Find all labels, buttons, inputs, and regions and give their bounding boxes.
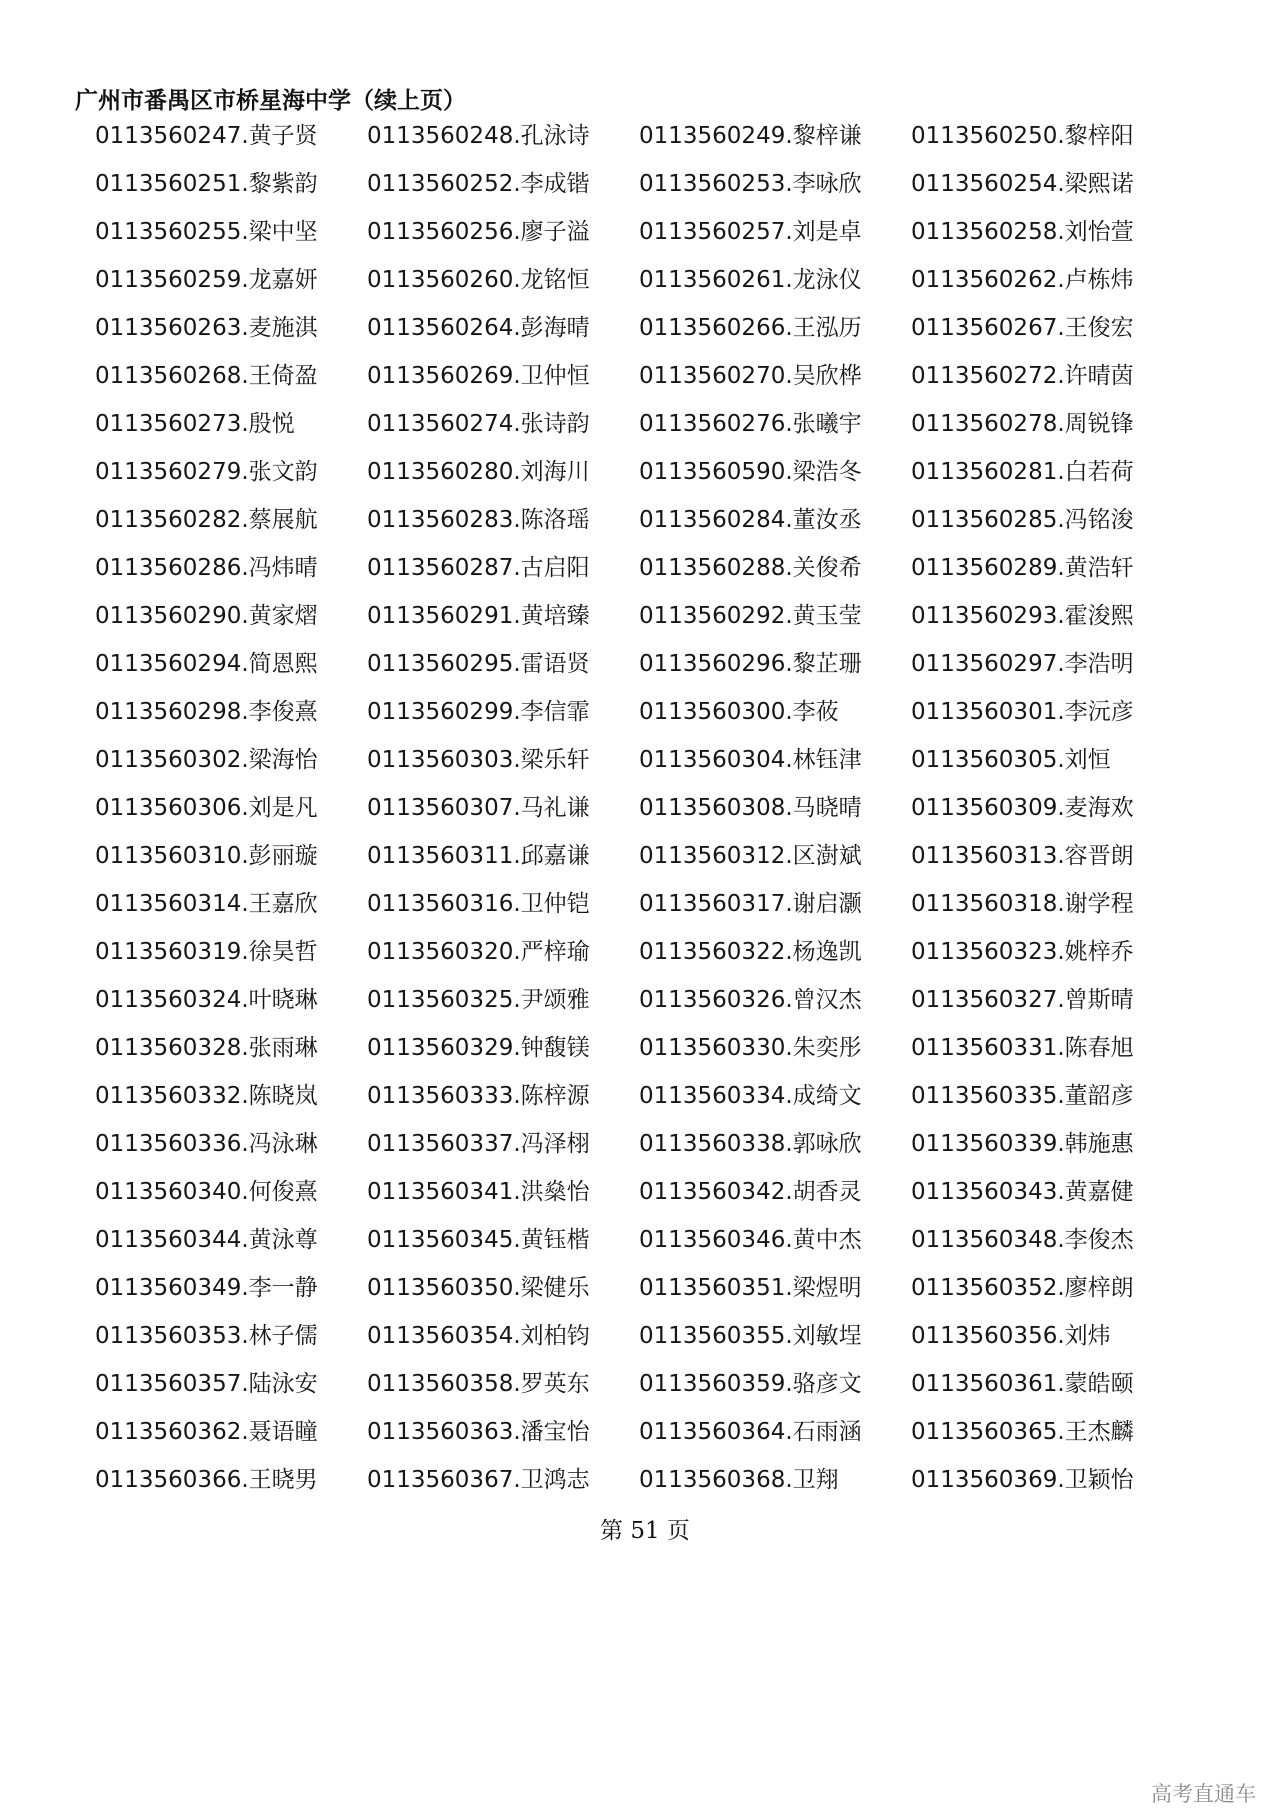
student-entry: 0113560365.王杰麟 — [911, 1419, 1134, 1445]
student-entry: 0113560281.白若荷 — [911, 459, 1134, 485]
student-entry: 0113560357.陆泳安 — [95, 1371, 318, 1397]
student-entry: 0113560319.徐昊哲 — [95, 939, 318, 965]
student-entry: 0113560335.董韶彦 — [911, 1083, 1134, 1109]
student-entry: 0113560361.蒙皓颐 — [911, 1371, 1134, 1397]
student-entry: 0113560358.罗英东 — [367, 1371, 590, 1397]
student-entry: 0113560253.李咏欣 — [639, 171, 862, 197]
student-entry: 0113560272.许晴茵 — [911, 363, 1134, 389]
student-entry: 0113560287.古启阳 — [367, 555, 590, 581]
student-entry: 0113560324.叶晓琳 — [95, 987, 318, 1013]
student-entry: 0113560250.黎梓阳 — [911, 123, 1134, 149]
student-entry: 0113560261.龙泳仪 — [639, 267, 862, 293]
student-entry: 0113560354.刘柏钧 — [367, 1323, 590, 1349]
student-entry: 0113560312.区澍斌 — [639, 843, 862, 869]
student-entry: 0113560294.简恩熙 — [95, 651, 318, 677]
student-entry: 0113560363.潘宝怡 — [367, 1419, 590, 1445]
student-entry: 0113560353.林子儒 — [95, 1323, 318, 1349]
student-entry: 0113560326.曾汉杰 — [639, 987, 862, 1013]
student-entry: 0113560316.卫仲铠 — [367, 891, 590, 917]
student-entry: 0113560325.尹颂雅 — [367, 987, 590, 1013]
student-entry: 0113560364.石雨涵 — [639, 1419, 862, 1445]
student-entry: 0113560590.梁浩冬 — [639, 459, 862, 485]
student-entry: 0113560263.麦施淇 — [95, 315, 318, 341]
student-entry: 0113560282.蔡展航 — [95, 507, 318, 533]
student-entry: 0113560308.马晓晴 — [639, 795, 862, 821]
student-entry: 0113560346.黄中杰 — [639, 1227, 862, 1253]
student-entry: 0113560256.廖子溢 — [367, 219, 590, 245]
student-entry: 0113560332.陈晓岚 — [95, 1083, 318, 1109]
student-entry: 0113560344.黄泳尊 — [95, 1227, 318, 1253]
student-entry: 0113560267.王俊宏 — [911, 315, 1134, 341]
student-entry: 0113560350.梁健乐 — [367, 1275, 590, 1301]
student-entry: 0113560336.冯泳琳 — [95, 1131, 318, 1157]
student-entry: 0113560297.李浩明 — [911, 651, 1134, 677]
student-entry: 0113560356.刘炜 — [911, 1323, 1111, 1349]
student-entry: 0113560270.吴欣桦 — [639, 363, 862, 389]
student-entry: 0113560340.何俊熹 — [95, 1179, 318, 1205]
student-entry: 0113560318.谢学程 — [911, 891, 1134, 917]
student-entry: 0113560348.李俊杰 — [911, 1227, 1134, 1253]
student-entry: 0113560260.龙铭恒 — [367, 267, 590, 293]
student-entry: 0113560291.黄培臻 — [367, 603, 590, 629]
student-entry: 0113560368.卫翔 — [639, 1467, 839, 1493]
student-entry: 0113560359.骆彦文 — [639, 1371, 862, 1397]
student-entry: 0113560269.卫仲恒 — [367, 363, 590, 389]
student-entry: 0113560338.郭咏欣 — [639, 1131, 862, 1157]
student-entry: 0113560258.刘怡萱 — [911, 219, 1134, 245]
student-entry: 0113560273.殷悦 — [95, 411, 295, 437]
student-entry: 0113560314.王嘉欣 — [95, 891, 318, 917]
student-entry: 0113560351.梁煜明 — [639, 1275, 862, 1301]
student-entry: 0113560257.刘是卓 — [639, 219, 862, 245]
student-list — [95, 122, 1215, 1514]
student-entry: 0113560284.董汝丞 — [639, 507, 862, 533]
student-entry: 0113560274.张诗韵 — [367, 411, 590, 437]
student-entry: 0113560285.冯铭浚 — [911, 507, 1134, 533]
student-entry: 0113560276.张曦宇 — [639, 411, 862, 437]
student-entry: 0113560349.李一静 — [95, 1275, 318, 1301]
student-entry: 0113560334.成绮文 — [639, 1083, 862, 1109]
student-entry: 0113560251.黎紫韵 — [95, 171, 318, 197]
student-entry: 0113560339.韩施惠 — [911, 1131, 1134, 1157]
student-entry: 0113560330.朱奕彤 — [639, 1035, 862, 1061]
student-entry: 0113560255.梁中坚 — [95, 219, 318, 245]
student-entry: 0113560264.彭海晴 — [367, 315, 590, 341]
student-entry: 0113560259.龙嘉妍 — [95, 267, 318, 293]
student-entry: 0113560303.梁乐轩 — [367, 747, 590, 773]
student-entry: 0113560310.彭丽璇 — [95, 843, 318, 869]
student-entry: 0113560342.胡香灵 — [639, 1179, 862, 1205]
student-entry: 0113560352.廖梓朗 — [911, 1275, 1134, 1301]
student-entry: 0113560341.洪燊怡 — [367, 1179, 590, 1205]
school-heading: 广州市番禺区市桥星海中学（续上页） — [75, 88, 466, 114]
watermark: 高考直通车 — [1151, 1782, 1256, 1806]
student-entry: 0113560329.钟馥镁 — [367, 1035, 590, 1061]
student-entry: 0113560305.刘恒 — [911, 747, 1111, 773]
student-entry: 0113560268.王倚盈 — [95, 363, 318, 389]
student-entry: 0113560262.卢栋炜 — [911, 267, 1134, 293]
student-entry: 0113560307.马礼谦 — [367, 795, 590, 821]
student-entry: 0113560254.梁熙诺 — [911, 171, 1134, 197]
student-entry: 0113560309.麦海欢 — [911, 795, 1134, 821]
student-entry: 0113560300.李莜 — [639, 699, 839, 725]
student-entry: 0113560248.孔泳诗 — [367, 123, 590, 149]
student-entry: 0113560333.陈梓源 — [367, 1083, 590, 1109]
student-entry: 0113560247.黄子贤 — [95, 123, 318, 149]
student-entry: 0113560337.冯泽栩 — [367, 1131, 590, 1157]
student-entry: 0113560280.刘海川 — [367, 459, 590, 485]
student-entry: 0113560301.李沅彦 — [911, 699, 1134, 725]
student-entry: 0113560306.刘是凡 — [95, 795, 318, 821]
student-entry: 0113560295.雷语贤 — [367, 651, 590, 677]
student-entry: 0113560278.周锐锋 — [911, 411, 1134, 437]
student-entry: 0113560367.卫鸿志 — [367, 1467, 590, 1493]
student-entry: 0113560331.陈春旭 — [911, 1035, 1134, 1061]
student-entry: 0113560293.霍浚熙 — [911, 603, 1134, 629]
student-entry: 0113560252.李成锴 — [367, 171, 590, 197]
student-entry: 0113560345.黄钰楷 — [367, 1227, 590, 1253]
student-entry: 0113560290.黄家熠 — [95, 603, 318, 629]
student-entry: 0113560343.黄嘉健 — [911, 1179, 1134, 1205]
student-entry: 0113560369.卫颖怡 — [911, 1467, 1134, 1493]
student-entry: 0113560313.容晋朗 — [911, 843, 1134, 869]
student-entry: 0113560286.冯炜晴 — [95, 555, 318, 581]
student-entry: 0113560322.杨逸凯 — [639, 939, 862, 965]
student-entry: 0113560366.王晓男 — [95, 1467, 318, 1493]
student-entry: 0113560296.黎芷珊 — [639, 651, 862, 677]
student-entry: 0113560320.严梓瑜 — [367, 939, 590, 965]
student-entry: 0113560311.邱嘉谦 — [367, 843, 590, 869]
student-entry: 0113560304.林钰津 — [639, 747, 862, 773]
student-entry: 0113560289.黄浩轩 — [911, 555, 1134, 581]
student-entry: 0113560327.曾斯晴 — [911, 987, 1134, 1013]
student-entry: 0113560299.李信霏 — [367, 699, 590, 725]
page-number: 第 51 页 — [600, 1518, 690, 1544]
student-entry: 0113560288.关俊希 — [639, 555, 862, 581]
student-entry: 0113560323.姚梓乔 — [911, 939, 1134, 965]
student-entry: 0113560279.张文韵 — [95, 459, 318, 485]
student-entry: 0113560292.黄玉莹 — [639, 603, 862, 629]
student-entry: 0113560317.谢启灏 — [639, 891, 862, 917]
student-entry: 0113560362.聂语瞳 — [95, 1419, 318, 1445]
student-entry: 0113560328.张雨琳 — [95, 1035, 318, 1061]
student-entry: 0113560298.李俊熹 — [95, 699, 318, 725]
student-entry: 0113560283.陈洛瑶 — [367, 507, 590, 533]
student-entry: 0113560266.王泓历 — [639, 315, 862, 341]
student-entry: 0113560249.黎梓谦 — [639, 123, 862, 149]
student-entry: 0113560355.刘敏埕 — [639, 1323, 862, 1349]
student-entry: 0113560302.梁海怡 — [95, 747, 318, 773]
